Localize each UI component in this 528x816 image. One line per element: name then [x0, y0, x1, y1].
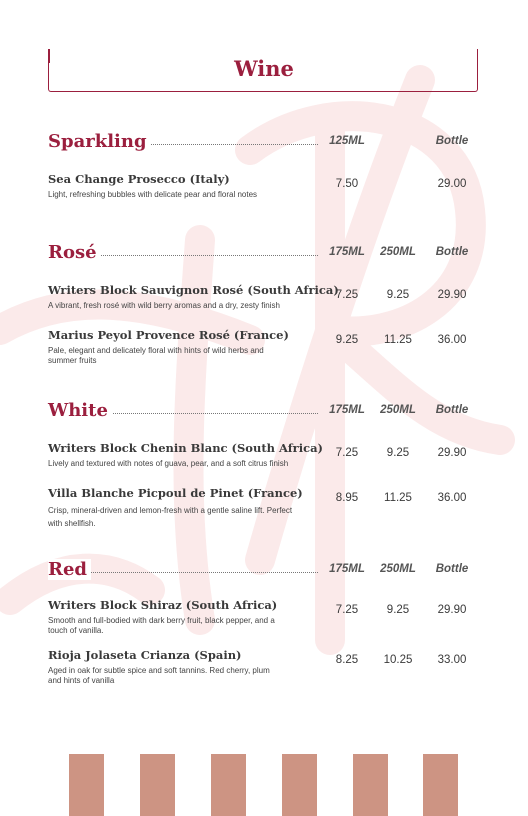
item-price: 36.00 — [437, 492, 467, 504]
item-price: 8.95 — [335, 492, 359, 504]
item-price: 29.00 — [437, 178, 467, 190]
item-description: Crisp, mineral-driven and lemon-fresh with a gentle saline lift. Perfect with shellfish. — [48, 506, 293, 528]
section-header — [48, 242, 478, 266]
item-description: A vibrant, fresh rosé with wild berry aromas and a dry, zesty finish — [48, 301, 280, 310]
item-price: 11.25 — [384, 492, 412, 504]
section-title: White — [48, 400, 112, 421]
column-header: 175ML — [329, 563, 365, 575]
item-price: 33.00 — [437, 654, 467, 666]
section-white — [48, 400, 478, 530]
footer-stripe — [282, 754, 317, 816]
item-price: 9.25 — [386, 604, 410, 616]
item-price: 29.90 — [437, 289, 467, 301]
column-header: 250ML — [380, 563, 416, 575]
item-name: Writers Block Chenin Blanc (South Africa) — [48, 441, 324, 455]
column-header: 125ML — [329, 135, 365, 147]
item-name: Writers Block Sauvignon Rosé (South Africa) — [48, 283, 339, 297]
item-price: 9.25 — [386, 289, 410, 301]
section-title: Sparkling — [48, 131, 151, 152]
column-header: Bottle — [435, 563, 469, 575]
item-price: 10.25 — [383, 654, 413, 666]
item-price: 11.25 — [384, 334, 412, 346]
item-description: Aged in oak for subtle spice and soft tannins. Red cherry, plum and hints of vanilla — [48, 666, 270, 685]
section-title: Rosé — [48, 242, 101, 263]
menu-item — [48, 486, 478, 530]
menu-item — [48, 598, 478, 636]
item-name: Writers Block Shiraz (South Africa) — [48, 598, 278, 612]
column-header: Bottle — [435, 135, 469, 147]
item-price: 36.00 — [437, 334, 467, 346]
footer-stripe — [211, 754, 246, 816]
footer-stripes — [0, 754, 528, 816]
item-price: 9.25 — [386, 447, 410, 459]
section-rose — [48, 242, 478, 366]
item-name: Rioja Jolaseta Crianza (Spain) — [48, 648, 242, 662]
item-price: 7.25 — [335, 289, 359, 301]
item-price: 7.25 — [335, 604, 359, 616]
item-description: Light, refreshing bubbles with delicate pear and floral notes — [48, 190, 258, 199]
item-price: 29.90 — [437, 447, 467, 459]
section-header — [48, 131, 478, 155]
item-price: 7.50 — [335, 178, 359, 190]
menu-item — [48, 648, 478, 686]
item-description: Smooth and full-bodied with dark berry fruit, black pepper, and a touch of vanilla. — [48, 616, 275, 635]
item-price: 29.90 — [437, 604, 467, 616]
column-header: 175ML — [329, 404, 365, 416]
section-sparkling — [48, 131, 478, 200]
section-title: Red — [48, 559, 91, 580]
menu-item — [48, 172, 478, 200]
footer-stripe — [423, 754, 458, 816]
section-header — [48, 400, 478, 424]
item-name: Marius Peyol Provence Rosé (France) — [48, 328, 289, 342]
item-description: Lively and textured with notes of guava, pear, and a soft citrus finish — [48, 459, 289, 468]
column-header: 250ML — [380, 246, 416, 258]
column-header: Bottle — [435, 246, 469, 258]
page-title: Wine — [234, 56, 294, 81]
item-description: Pale, elegant and delicately floral with hints of wild herbs and summer fruits — [48, 346, 264, 365]
footer-stripe — [140, 754, 175, 816]
section-red — [48, 559, 478, 686]
column-header: Bottle — [435, 404, 469, 416]
footer-stripe — [353, 754, 388, 816]
section-header — [48, 559, 478, 583]
menu-item — [48, 441, 478, 469]
footer-stripe — [69, 754, 104, 816]
item-name: Villa Blanche Picpoul de Pinet (France) — [48, 486, 303, 500]
menu-item — [48, 283, 478, 311]
item-price: 7.25 — [335, 447, 359, 459]
menu-item — [48, 328, 478, 366]
item-price: 8.25 — [335, 654, 359, 666]
column-header: 250ML — [380, 404, 416, 416]
item-name: Sea Change Prosecco (Italy) — [48, 172, 230, 186]
column-header: 175ML — [329, 246, 365, 258]
item-price: 9.25 — [335, 334, 359, 346]
